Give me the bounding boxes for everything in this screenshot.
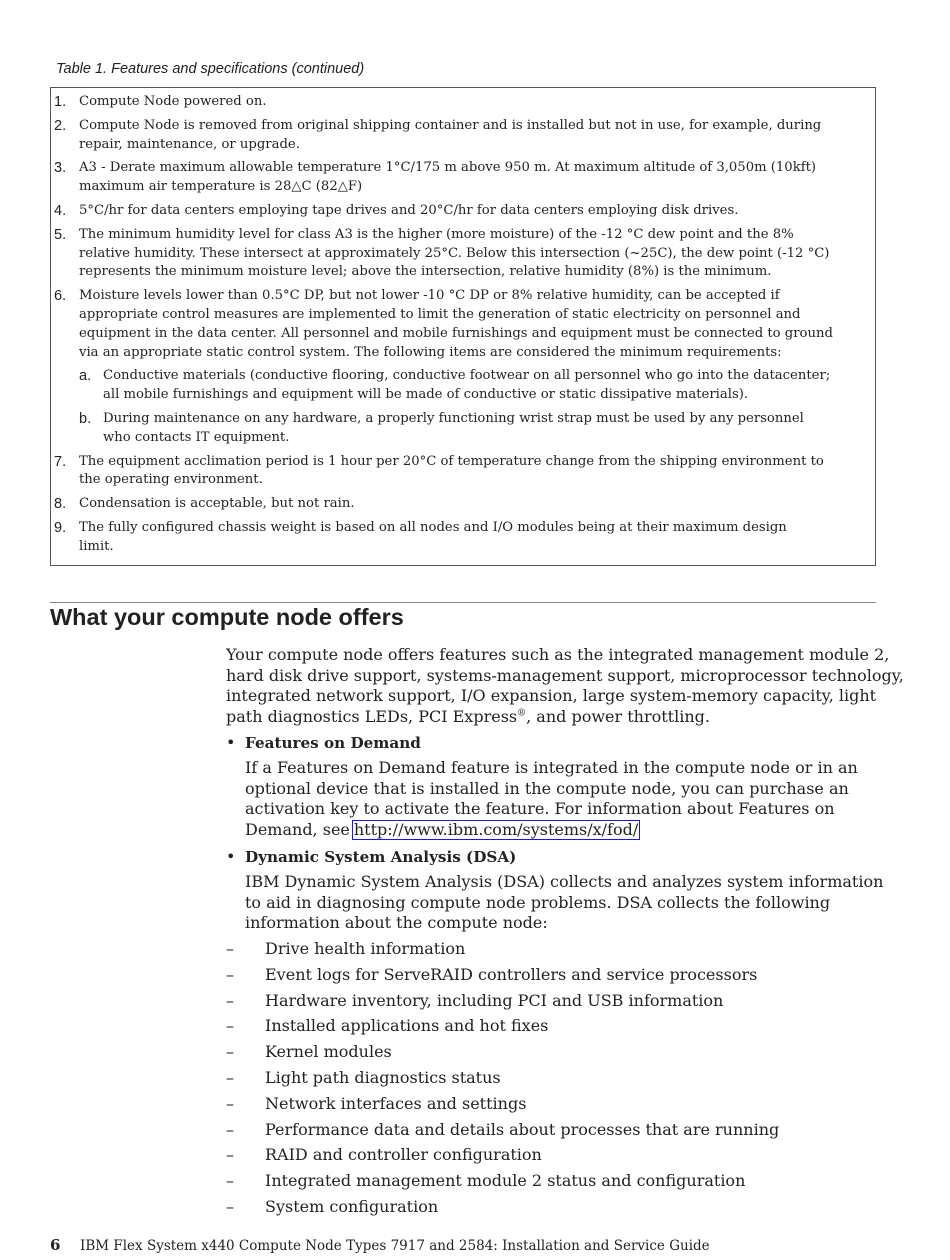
note-text-line: The fully configured chassis weight is based on all nodes and I/O modules being at their maximum design [79,520,787,535]
note-number: 1. [54,94,67,110]
note-text-line: repair, maintenance, or upgrade. [79,136,300,152]
note-number: 2. [54,117,67,134]
note-number: 5. [54,226,67,243]
list-item: Performance data and details about processes that are running [265,1119,780,1139]
note-number: a. [79,368,92,385]
note-text-line: Conductive materials (conductive flooring, conductive footwear on all personnel who go into the datacenter; [103,368,831,384]
list-item: RAID and controller configuration [265,1145,542,1165]
list-item: Integrated management module 2 status and configuration [265,1171,746,1191]
dash-icon: – [226,990,234,1010]
features-on-demand-paragraph [245,758,858,841]
note-text-line: appropriate control measures are implemented to limit the generation of static electricity on personnel and [79,306,801,322]
fod-line: optional device that is installed in the compute node, you can purchase an [245,778,849,798]
fod-link[interactable]: http://www.ibm.com/systems/x/fod/ [353,820,639,840]
dash-icon: – [226,1042,234,1062]
note-text-line: all mobile furnishings and equipment will be made of conductive or static dissipative materials). [103,387,749,403]
note-text-line: Condensation is acceptable, but not rain. [79,496,355,512]
list-item: Hardware inventory, including PCI and USB information [265,990,724,1010]
dsa-line: information about the compute node: [245,913,548,933]
note-text-line: During maintenance on any hardware, a properly functioning wrist strap must be used by any personnel [103,411,804,426]
note-text-line: Compute Node powered on. [79,94,267,109]
note-text-line: maximum air temperature is 28△C (82△F) [79,179,363,195]
note-text-line: relative humidity. These intersect at approximately 25°C. Below this intersection (~25C), the dew point (-12 °C) [79,245,830,261]
note-number: 9. [54,520,67,536]
dash-icon: – [226,1145,234,1165]
list-item: Network interfaces and settings [265,1093,527,1113]
dash-icon: – [226,939,234,958]
fod-line [245,820,858,841]
dash-icon: – [226,1016,234,1036]
note-text-line: A3 - Derate maximum allowable temperature 1°C/175 m above 950 m. At maximum altitude of 3,050m (10kft) [79,160,817,176]
footer-title: IBM Flex System x440 Compute Node Types 7917 and 2584: Installation and Service Guide [80,1238,710,1254]
table-caption: Table 1. Features and specifications (continued) [56,61,365,77]
note-text-line: 5°C/hr for data centers employing tape drives and 20°C/hr for data centers employing disk drives. [79,203,739,218]
bullet-icon: • [226,733,236,752]
note-text-line: who contacts IT equipment. [103,429,290,445]
note-text-line: The minimum humidity level for class A3 is the higher (more moisture) of the -12 °C dew point and the 8% [79,226,794,242]
list-item: System configuration [265,1197,439,1216]
dsa-line: IBM Dynamic System Analysis (DSA) collects and analyzes system information [245,872,884,891]
fod-text: Demand, see [245,820,350,840]
note-number: 8. [54,496,67,513]
note-text-line: Compute Node is removed from original shipping container and is installed but not in use, for example, during [79,117,822,133]
section-title: What your compute node offers [50,604,404,630]
note-text-line: Moisture levels lower than 0.5°C DP, but not lower -10 °C DP or 8% relative humidity, can be accepted if [79,288,780,304]
dash-icon: – [226,1171,234,1191]
intro-line: hard disk drive support, systems-management support, microprocessor technology, [226,665,904,685]
registered-mark: ® [517,708,527,719]
list-item: Kernel modules [265,1042,392,1062]
dsa-paragraph [245,872,883,934]
note-number: 3. [54,160,67,177]
dash-icon: – [226,1068,234,1087]
fod-line: activation key to activate the feature. For information about Features on [245,799,835,819]
dsa-line: to aid in diagnosing compute node problems. DSA collects the following [245,892,831,912]
note-text-line: limit. [79,538,114,554]
page-number: 6 [50,1236,61,1254]
list-item: Light path diagnostics status [265,1068,501,1087]
list-item: Event logs for ServeRAID controllers and service processors [265,964,758,984]
bullet-icon: • [226,847,236,866]
intro-line: integrated network support, I/O expansion, large system-memory capacity, light [226,686,877,706]
intro-line: Your compute node offers features such as the integrated management module 2, [226,645,890,664]
dash-icon: – [226,1119,234,1139]
intro-text: path diagnostics LEDs, PCI Express [226,707,518,727]
note-text-line: The equipment acclimation period is 1 hour per 20°C of temperature change from the shipping environment to [79,453,824,469]
note-number: b. [79,411,92,427]
dash-icon: – [226,1093,234,1113]
list-item: Installed applications and hot fixes [265,1016,549,1036]
dsa-heading: Dynamic System Analysis (DSA) [245,848,517,866]
note-text-line: via an appropriate static control system. The following items are considered the minimum requirements: [79,344,782,360]
intro-line [226,707,904,728]
note-text-line: the operating environment. [79,472,263,488]
dash-icon: – [226,1197,234,1216]
note-text-line: represents the minimum moisture level; above the intersection, relative humidity (8%) is the minimum. [79,264,772,280]
list-item: Drive health information [265,939,466,958]
intro-text: , and power throttling. [526,707,710,727]
note-text-line: equipment in the data center. All personnel and mobile furnishings and equipment must be connected to ground [79,325,833,341]
dash-icon: – [226,964,234,984]
fod-line: If a Features on Demand feature is integrated in the compute node or in an [245,758,858,777]
note-number: 4. [54,203,67,219]
section-rule [50,602,876,603]
note-number: 7. [54,453,67,470]
intro-paragraph [226,645,904,728]
features-on-demand-heading: Features on Demand [245,734,421,752]
note-number: 6. [54,288,67,305]
